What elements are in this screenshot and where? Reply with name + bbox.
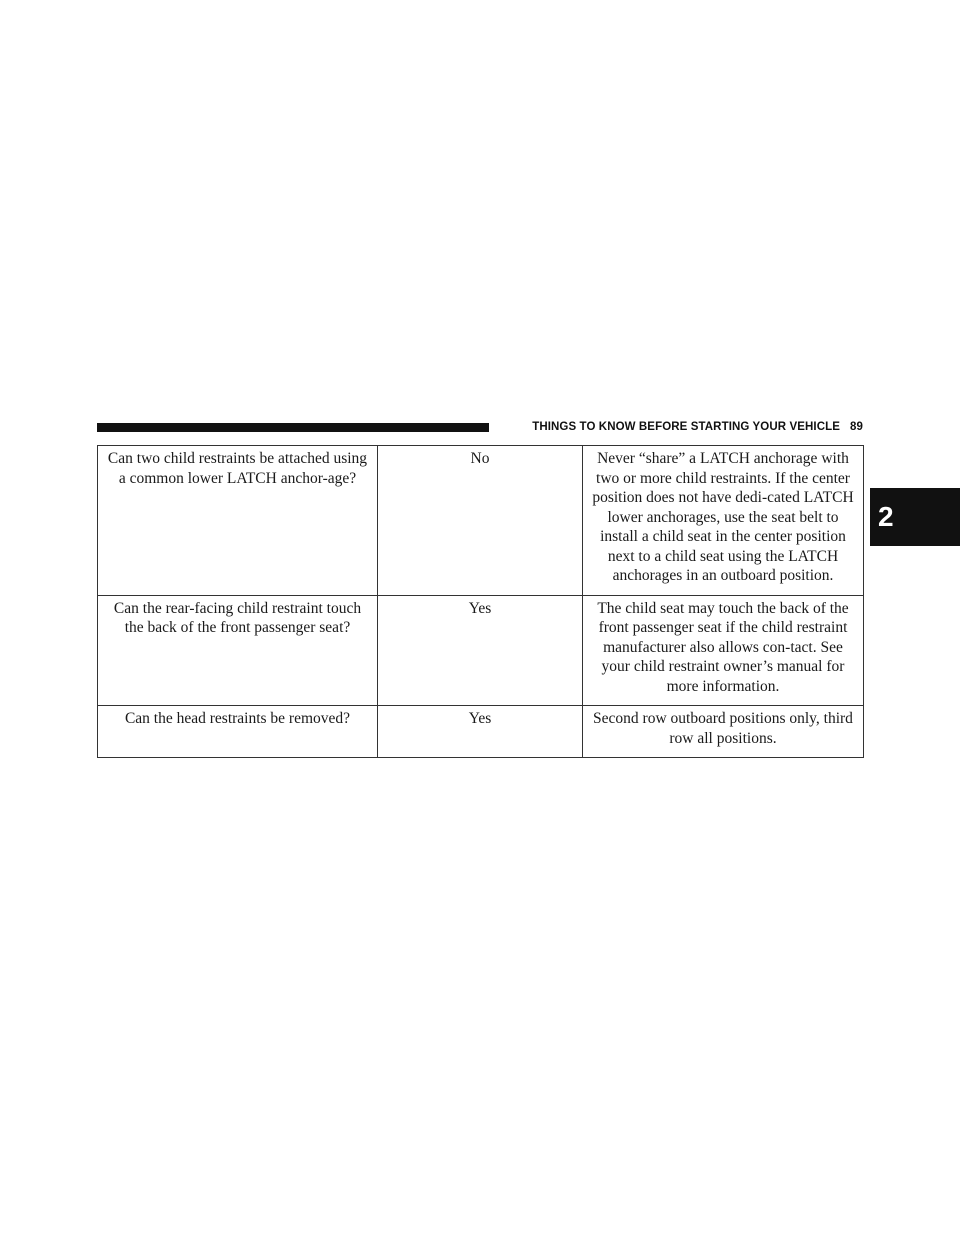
page-number: 89 — [850, 421, 863, 433]
section-title: THINGS TO KNOW BEFORE STARTING YOUR VEHICLE — [532, 421, 840, 433]
answer-cell: No — [378, 446, 583, 596]
table-row — [98, 706, 864, 758]
table-row — [98, 595, 864, 706]
chapter-number: 2 — [878, 501, 894, 532]
latch-faq-table — [97, 445, 864, 758]
table-row — [98, 446, 864, 596]
chapter-tab — [870, 488, 960, 546]
question-cell: Can the head restraints be removed? — [98, 706, 378, 758]
answer-cell: Yes — [378, 595, 583, 706]
running-header — [500, 419, 863, 435]
explanation-cell: Never “share” a LATCH anchorage with two or more child restraints. If the center position does not have dedi-cated LATCH lower anchorages, use the seat belt to install a child seat in the center position next to a child seat using the LATCH anchorages in an outboard position. — [583, 446, 864, 596]
answer-cell: Yes — [378, 706, 583, 758]
header-rule — [97, 423, 489, 432]
explanation-cell: The child seat may touch the back of the front passenger seat if the child restraint manufacturer also allows con-tact. See your child restraint owner’s manual for more information. — [583, 595, 864, 706]
explanation-cell: Second row outboard positions only, third row all positions. — [583, 706, 864, 758]
question-cell: Can two child restraints be attached using a common lower LATCH anchor-age? — [98, 446, 378, 596]
question-cell: Can the rear-facing child restraint touch the back of the front passenger seat? — [98, 595, 378, 706]
